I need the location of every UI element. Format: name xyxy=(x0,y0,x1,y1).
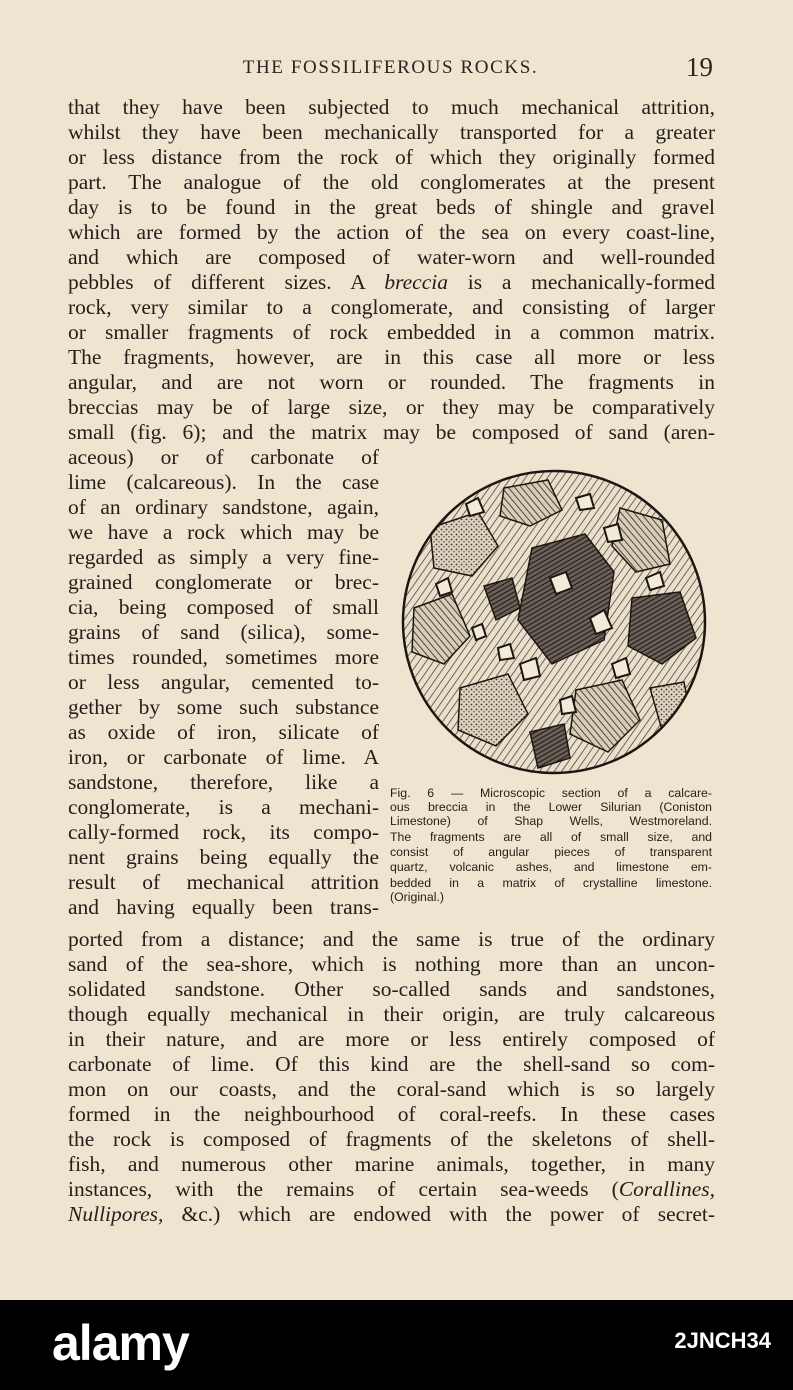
body-line: rock, very similar to a conglomerate, and consisting of larger xyxy=(68,295,715,319)
figure-caption-line: Limestone) of Shap Wells, Westmoreland. xyxy=(390,814,712,828)
body-line: Nullipores, &c.) which are endowed with the power of secret- xyxy=(68,1202,715,1226)
body-line: or less angular, cemented to- xyxy=(68,670,379,694)
body-line: instances, with the remains of certain sea-weeds (Corallines, xyxy=(68,1177,715,1201)
body-line: small (fig. 6); and the matrix may be composed of sand (aren- xyxy=(68,420,715,444)
body-line: that they have been subjected to much mechanical attrition, xyxy=(68,95,715,119)
microscopic-section-illustration xyxy=(400,468,708,776)
body-line: The fragments, however, are in this case all more or less xyxy=(68,345,715,369)
figure-caption-line: bedded in a matrix of crystalline limestone. xyxy=(390,876,712,890)
figure-caption-line: ous breccia in the Lower Silurian (Coniston xyxy=(390,800,712,814)
body-line: the rock is composed of fragments of the skeletons of shell- xyxy=(68,1127,715,1151)
body-line: nent grains being equally the xyxy=(68,845,379,869)
body-line: mon on our coasts, and the coral-sand which is so largely xyxy=(68,1077,715,1101)
alamy-logo: alamy xyxy=(52,1315,189,1371)
body-line: result of mechanical attrition xyxy=(68,870,379,894)
image-id: 2JNCH34 xyxy=(674,1328,771,1353)
body-line: solidated sandstone. Other so-called sands and sandstones, xyxy=(68,977,715,1001)
body-line: pebbles of different sizes. A breccia is a mechanically-formed xyxy=(68,270,715,294)
body-line: sandstone, therefore, like a xyxy=(68,770,379,794)
figure-caption-line: (Original.) xyxy=(390,890,444,904)
body-line: ported from a distance; and the same is true of the ordinary xyxy=(68,927,715,951)
body-line: carbonate of lime. Of this kind are the shell-sand so com- xyxy=(68,1052,715,1076)
body-line: angular, and are not worn or rounded. The fragments in xyxy=(68,370,715,394)
body-line: grains of sand (silica), some- xyxy=(68,620,379,644)
running-title: THE FOSSILIFEROUS ROCKS. xyxy=(242,57,539,78)
page-header xyxy=(68,52,713,84)
page-number: 19 xyxy=(686,52,713,82)
body-line: in their nature, and are more or less entirely composed of xyxy=(68,1027,715,1051)
body-line: part. The analogue of the old conglomerates at the present xyxy=(68,170,715,194)
watermark-footer xyxy=(0,1300,793,1390)
body-line: breccias may be of large size, or they may be comparatively xyxy=(68,395,715,419)
body-line: as oxide of iron, silicate of xyxy=(68,720,379,744)
body-line: formed in the neighbourhood of coral-reefs. In these cases xyxy=(68,1102,715,1126)
body-line: cally-formed rock, its compo- xyxy=(68,820,379,844)
body-line: gether by some such substance xyxy=(68,695,379,719)
body-line: lime (calcareous). In the case xyxy=(68,470,379,494)
body-line: or smaller fragments of rock embedded in a common matrix. xyxy=(68,320,715,344)
figure-caption-line: Fig. 6 — Microscopic section of a calcare- xyxy=(390,786,712,800)
body-line: sand of the sea-shore, which is nothing more than an uncon- xyxy=(68,952,715,976)
body-line: conglomerate, is a mechani- xyxy=(68,795,379,819)
body-line: grained conglomerate or brec- xyxy=(68,570,379,594)
body-line: aceous) or of carbonate of xyxy=(68,445,379,469)
body-line: which are formed by the action of the sea on every coast-line, xyxy=(68,220,715,244)
body-line: and which are composed of water-worn and well-rounded xyxy=(68,245,715,269)
body-line: iron, or carbonate of lime. A xyxy=(68,745,379,769)
body-line: day is to be found in the great beds of shingle and gravel xyxy=(68,195,715,219)
body-line: and having equally been trans- xyxy=(68,895,379,919)
body-line: regarded as simply a very fine- xyxy=(68,545,379,569)
body-line: times rounded, sometimes more xyxy=(68,645,379,669)
body-line: cia, being composed of small xyxy=(68,595,379,619)
body-line: fish, and numerous other marine animals, together, in many xyxy=(68,1152,715,1176)
body-line: whilst they have been mechanically transported for a greater xyxy=(68,120,715,144)
body-line: we have a rock which may be xyxy=(68,520,379,544)
figure-caption-line: quartz, volcanic ashes, and limestone em- xyxy=(390,860,712,874)
figure-caption-line: The fragments are all of small size, and xyxy=(390,830,712,844)
body-line: or less distance from the rock of which they originally formed xyxy=(68,145,715,169)
body-line: though equally mechanical in their origin, are truly calcareous xyxy=(68,1002,715,1026)
figure-caption-line: consist of angular pieces of transparent xyxy=(390,845,712,859)
body-line: of an ordinary sandstone, again, xyxy=(68,495,379,519)
